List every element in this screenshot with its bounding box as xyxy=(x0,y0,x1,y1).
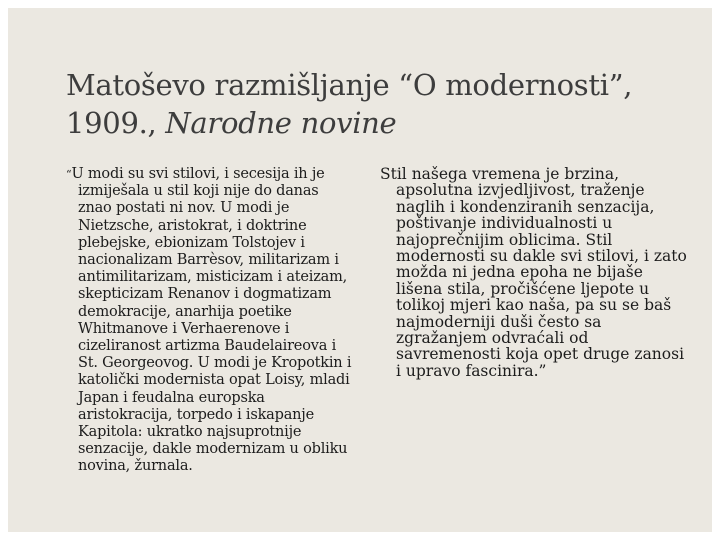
left-quote-text: U modi su svi stilovi, i secesija ih je izmiješala u stil koji nije do danas znao postati ni nov. U modi je Nietzsche, aristokrat, i doktrine plebejske, ebionizam Tolstojev i nacionalizam Barrèsov, militarizam i antimilitarizam, misticizam i ateizam, skepticizam Renanov i dogmatizam demokracije, anarhija poetike Whitmanove i Verhaerenove i cizeliranost artizma Baudelaireova i St. Georgeovog. U modi je Kropotkin i katolički modernista opat Loisy, mladi Japan i feudalna europska aristokracija, torpedo i iskapanje Kapitola: ukratko najsuprotnije senzacije, dakle modernizam u obliku novina, žurnala. xyxy=(71,166,352,475)
right-quote-paragraph: Stil našega vremena je brzina, apsolutna izvjedljivost, traženje naglih i kondenziranih senzacija, poštivanje individualnosti u najoprečnijim oblicima. Stil modernosti su dakle svi stilovi, i zato možda ni jedna epoha ne bijaše lišena stila, pročišćene ljepote u tolikoj mjeri kao naša, pa su se baš najmoderniji duši često sa zgražanjem odvraćali od savremenosti koja opet druge zanosi i upravo fascinira.” xyxy=(380,165,687,380)
slide-title xyxy=(66,66,686,142)
slide-title-year: 1909., xyxy=(66,106,166,140)
right-column xyxy=(380,166,690,379)
open-quote-mark: “ xyxy=(66,168,72,181)
left-quote-paragraph xyxy=(66,166,356,476)
slide-title-line2 xyxy=(66,104,686,142)
left-column xyxy=(66,166,356,476)
slide-title-line1: Matoševo razmišljanje “O modernosti”, xyxy=(66,68,633,102)
slide-title-publication: Narodne novine xyxy=(165,106,397,140)
